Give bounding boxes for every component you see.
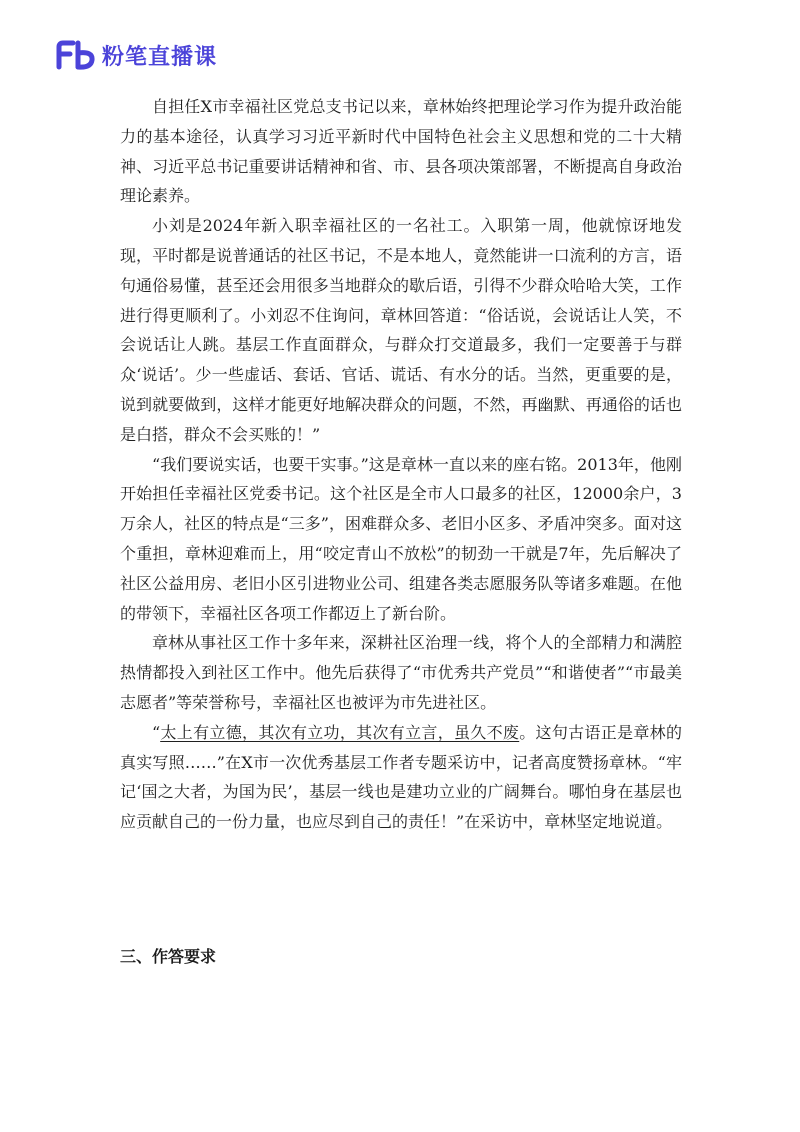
paragraph-5 [120, 718, 682, 837]
article-body [120, 92, 682, 837]
page-header [56, 38, 217, 72]
brand-name: 粉笔直播课 [102, 44, 218, 70]
paragraph-2: 小刘是2024年新入职幸福社区的一名社工。入职第一周，他就惊讶地发现，平时都是说普通话的社区书记，不是本地人，竟然能讲一口流利的方言，语句通俗易懂，甚至还会用很多当地群众的歇后语，引得不少群众哈哈大笑，工作进行得更顺利了。小刘忍不住询问，章林回答道：“俗话说，会说话让人笑，不会说话让人跳。基层工作直面群众，与群众打交道最多，我们一定要善于与群众‘说话’。少一些虚话、套话、官话、谎话、有水分的话。当然，更重要的是，说到就要做到，这样才能更好地解决群众的问题，不然，再幽默、再通俗的话也是白搭，群众不会买账的！” [120, 216, 682, 444]
paragraph-3: “我们要说实话，也要干实事。”这是章林一直以来的座右铭。2013年，他刚开始担任幸福社区党委书记。这个社区是全市人口最多的社区，12000余户，3万余人，社区的特点是“三多”，困难群众多、老旧小区多、矛盾冲突多。面对这个重担，章林迎难而上，用“咬定青山不放松”的韧劲一干就是7年，先后解决了社区公益用房、老旧小区引进物业公司、组建各类志愿服务队等诸多难题。在他的带领下，幸福社区各项工作都迈上了新台阶。 [120, 454, 682, 623]
paragraph-1: 自担任X市幸福社区党总支书记以来，章林始终把理论学习作为提升政治能力的基本途径，认真学习习近平新时代中国特色社会主义思想和党的二十大精神、习近平总书记重要讲话精神和省、市、县各项决策部署，不断提高自身政治理论素养。 [120, 97, 682, 206]
fenbi-logo-icon [56, 40, 96, 70]
open-quote: “ [152, 722, 161, 742]
section-title: 三、作答要求 [120, 947, 217, 966]
paragraph-4: 章林从事社区工作十多年来，深耕社区治理一线，将个人的全部精力和满腔热情都投入到社区工作中。他先后获得了“市优秀共产党员”“和谐使者”“市最美志愿者”等荣誉称号，幸福社区也被评为市先进社区。 [120, 633, 682, 712]
underlined-quote: 太上有立德，其次有立功，其次有立言，虽久不废 [160, 722, 520, 742]
paragraph-5-rest: 。这句古语正是章林的真实写照……”在X市一次优秀基层工作者专题采访中，记者高度赞扬章林。“牢记‘国之大者，为国为民’，基层一线也是建功立业的广阔舞台。哪怕身在基层也应贡献自己的一份力量，也应尽到自己的责任！”在采访中，章林坚定地说道。 [120, 722, 682, 832]
